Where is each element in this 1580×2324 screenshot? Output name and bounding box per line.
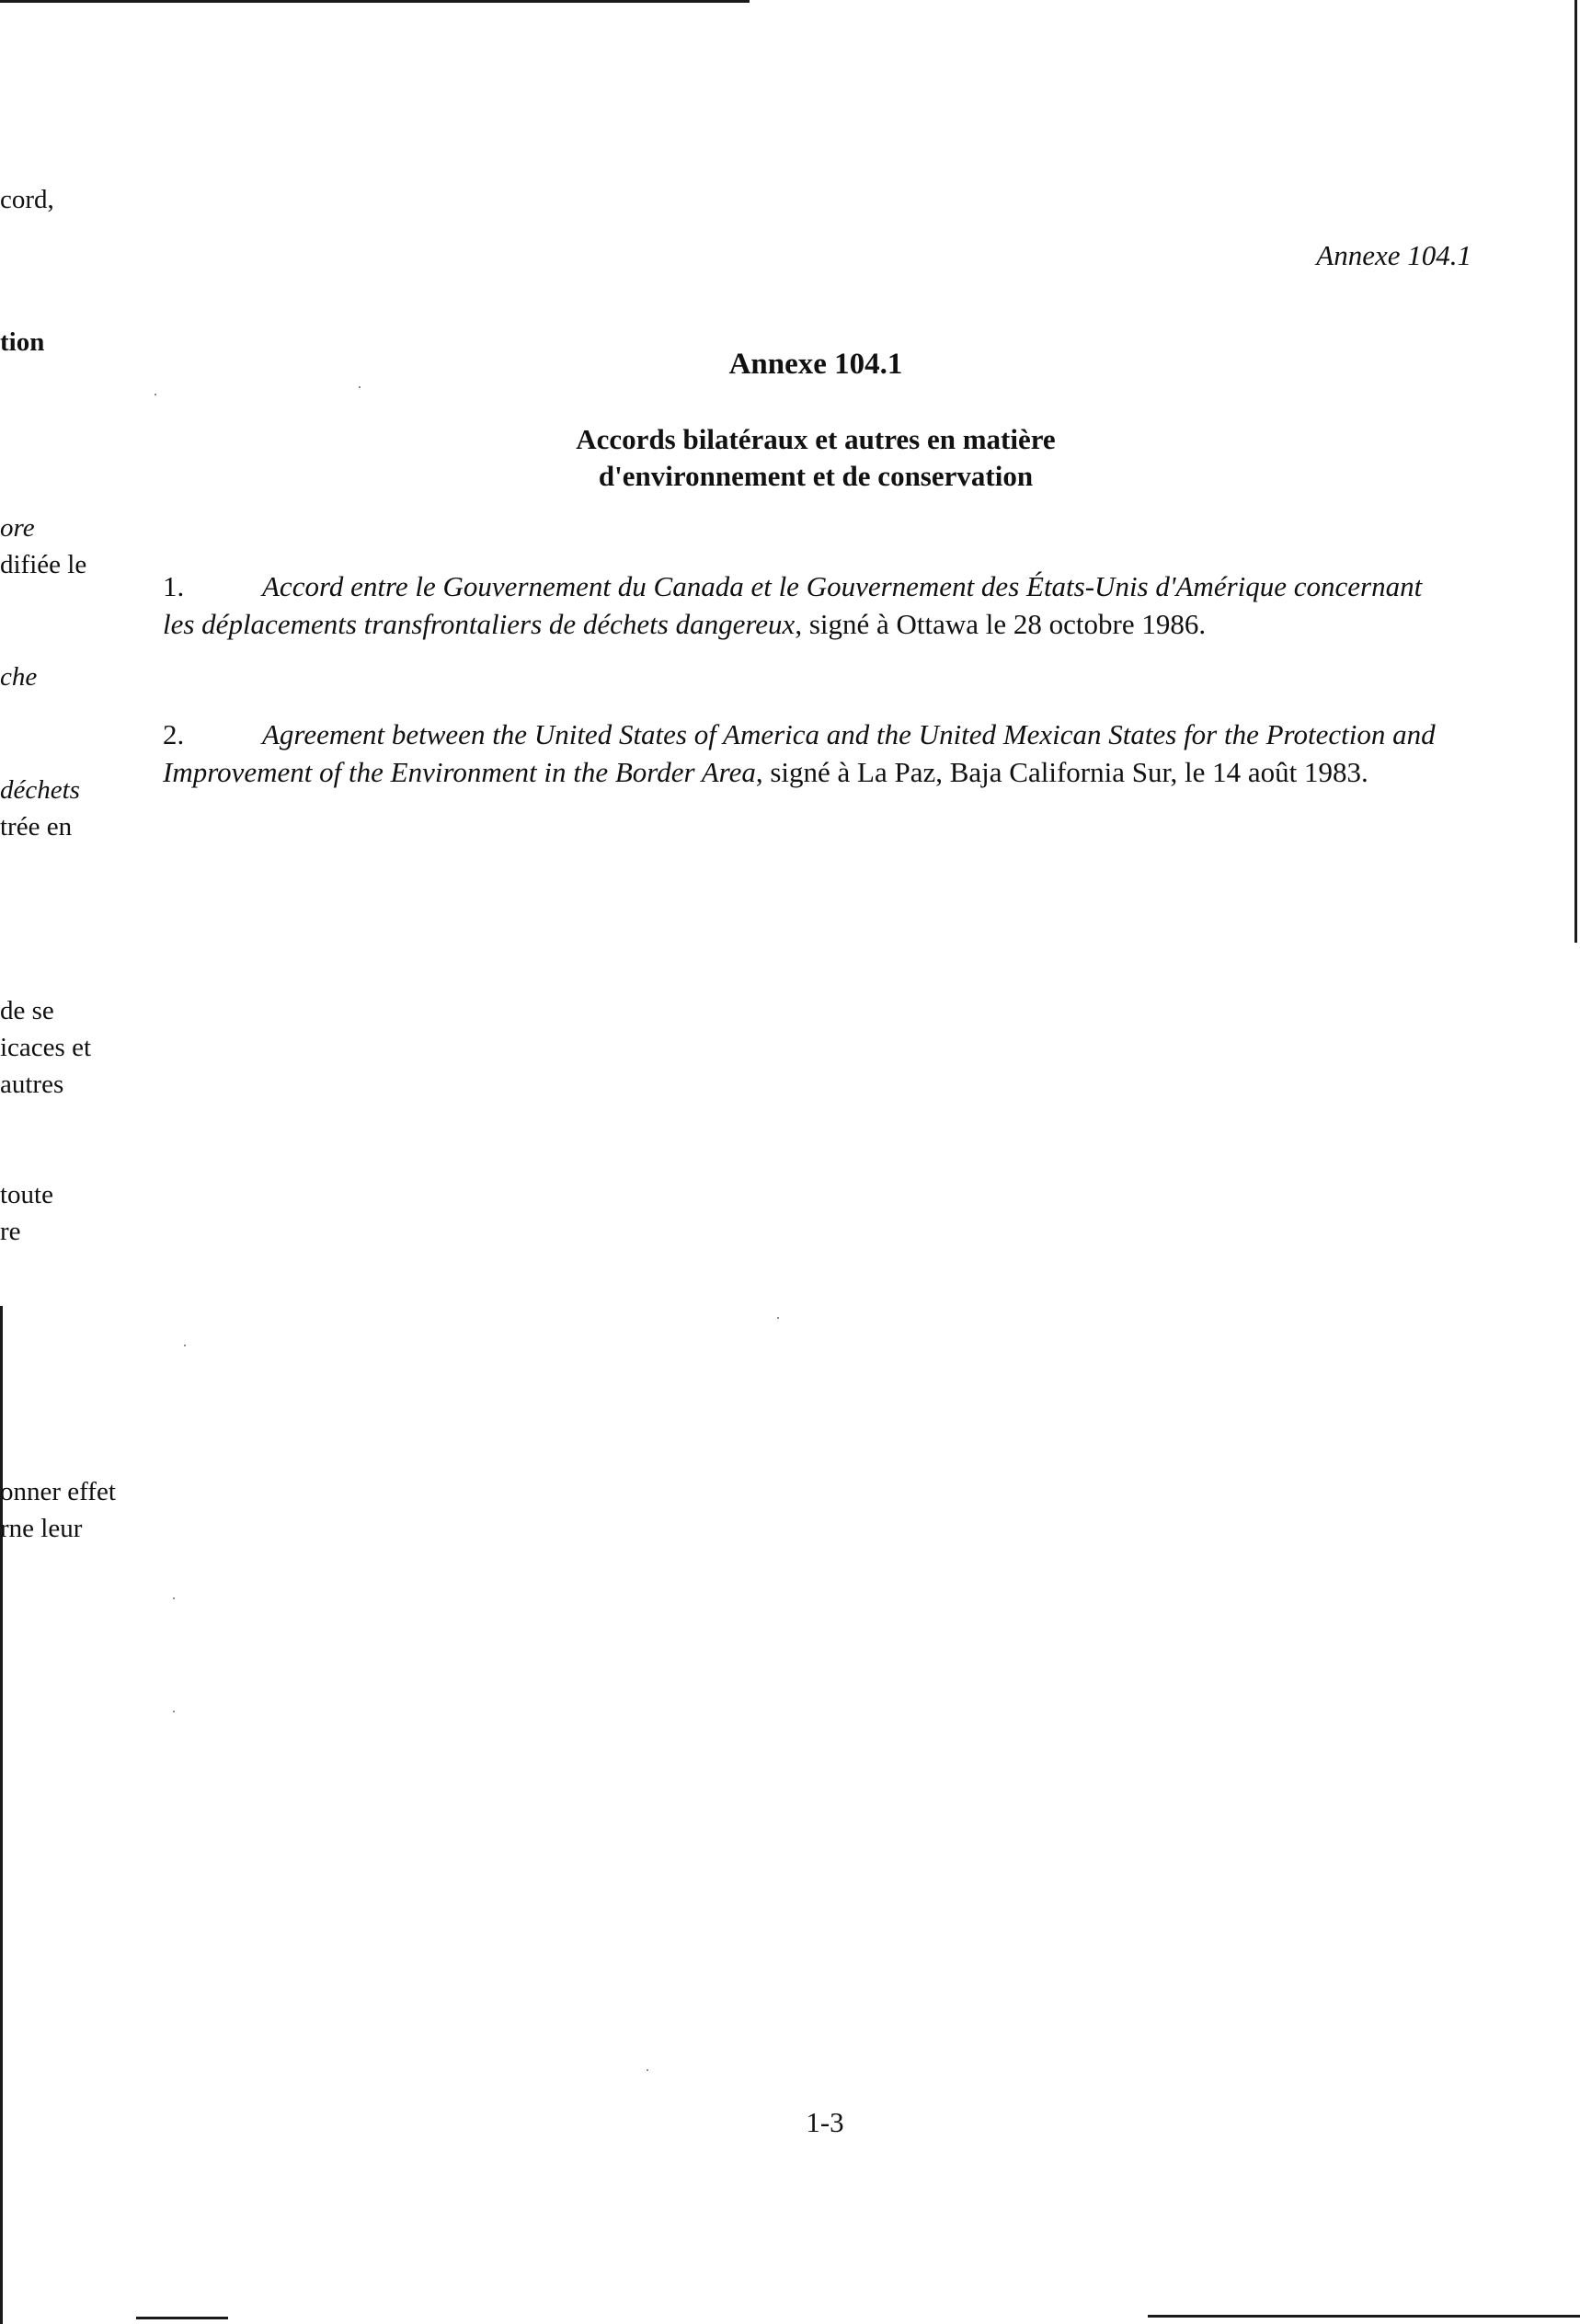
bottom-edge-rule	[1148, 2315, 1580, 2318]
scan-speck	[777, 1317, 779, 1319]
page-title: Annexe 104.1	[728, 348, 903, 381]
margin-fragment: che	[0, 662, 38, 692]
margin-fragment: re	[0, 1217, 21, 1246]
entry-details: , signé à La Paz, Baja California Sur, le 14 août 1983.	[755, 756, 1368, 788]
margin-fragment: autres	[0, 1070, 64, 1099]
margin-fragment: rne leur	[0, 1514, 83, 1543]
margin-fragment: trée en	[0, 812, 73, 841]
bottom-left-rule	[136, 2317, 228, 2319]
left-edge-rule	[0, 1306, 3, 2324]
top-edge-rule	[0, 0, 750, 3]
margin-fragment: de se	[0, 996, 54, 1025]
entry-title: Accord entre le Gouvernement du Canada et le Gouvernement des États-Unis d'Amérique concernant les déplacements transfrontaliers de déchets dangereux	[163, 570, 1423, 640]
margin-fragment: icaces et	[0, 1033, 92, 1062]
margin-fragment: onner effet	[0, 1477, 116, 1506]
entry-number: 2.	[163, 718, 185, 750]
agreement-entry	[163, 567, 1450, 643]
scan-speck	[647, 2069, 648, 2071]
subtitle-line: d'environnement et de conservation	[598, 460, 1034, 492]
margin-fragment: tion	[0, 327, 45, 357]
subtitle	[0, 421, 1580, 495]
margin-fragment: cord,	[0, 185, 54, 214]
scan-speck	[184, 1345, 186, 1346]
margin-fragment: ore	[0, 513, 35, 543]
subtitle-line: Accords bilatéraux et autres en matière	[576, 423, 1056, 455]
scan-speck	[173, 1711, 175, 1712]
running-head: Annexe 104.1	[1316, 239, 1471, 271]
margin-fragment: toute	[0, 1180, 53, 1209]
margin-fragment: difiée le	[0, 550, 87, 579]
entry-title: Agreement between the United States of America and the United Mexican States for the Protection and Improvement of the Environment in the Border Area	[163, 718, 1436, 788]
margin-fragment: déchets	[0, 775, 80, 805]
entry-details: , signé à Ottawa le 28 octobre 1986.	[795, 608, 1207, 640]
scan-speck	[359, 386, 361, 388]
page-number: 1-3	[806, 2106, 844, 2138]
scan-speck	[173, 1597, 175, 1599]
agreement-entry	[163, 716, 1450, 791]
entry-number: 1.	[163, 570, 185, 602]
scan-speck	[155, 394, 156, 395]
